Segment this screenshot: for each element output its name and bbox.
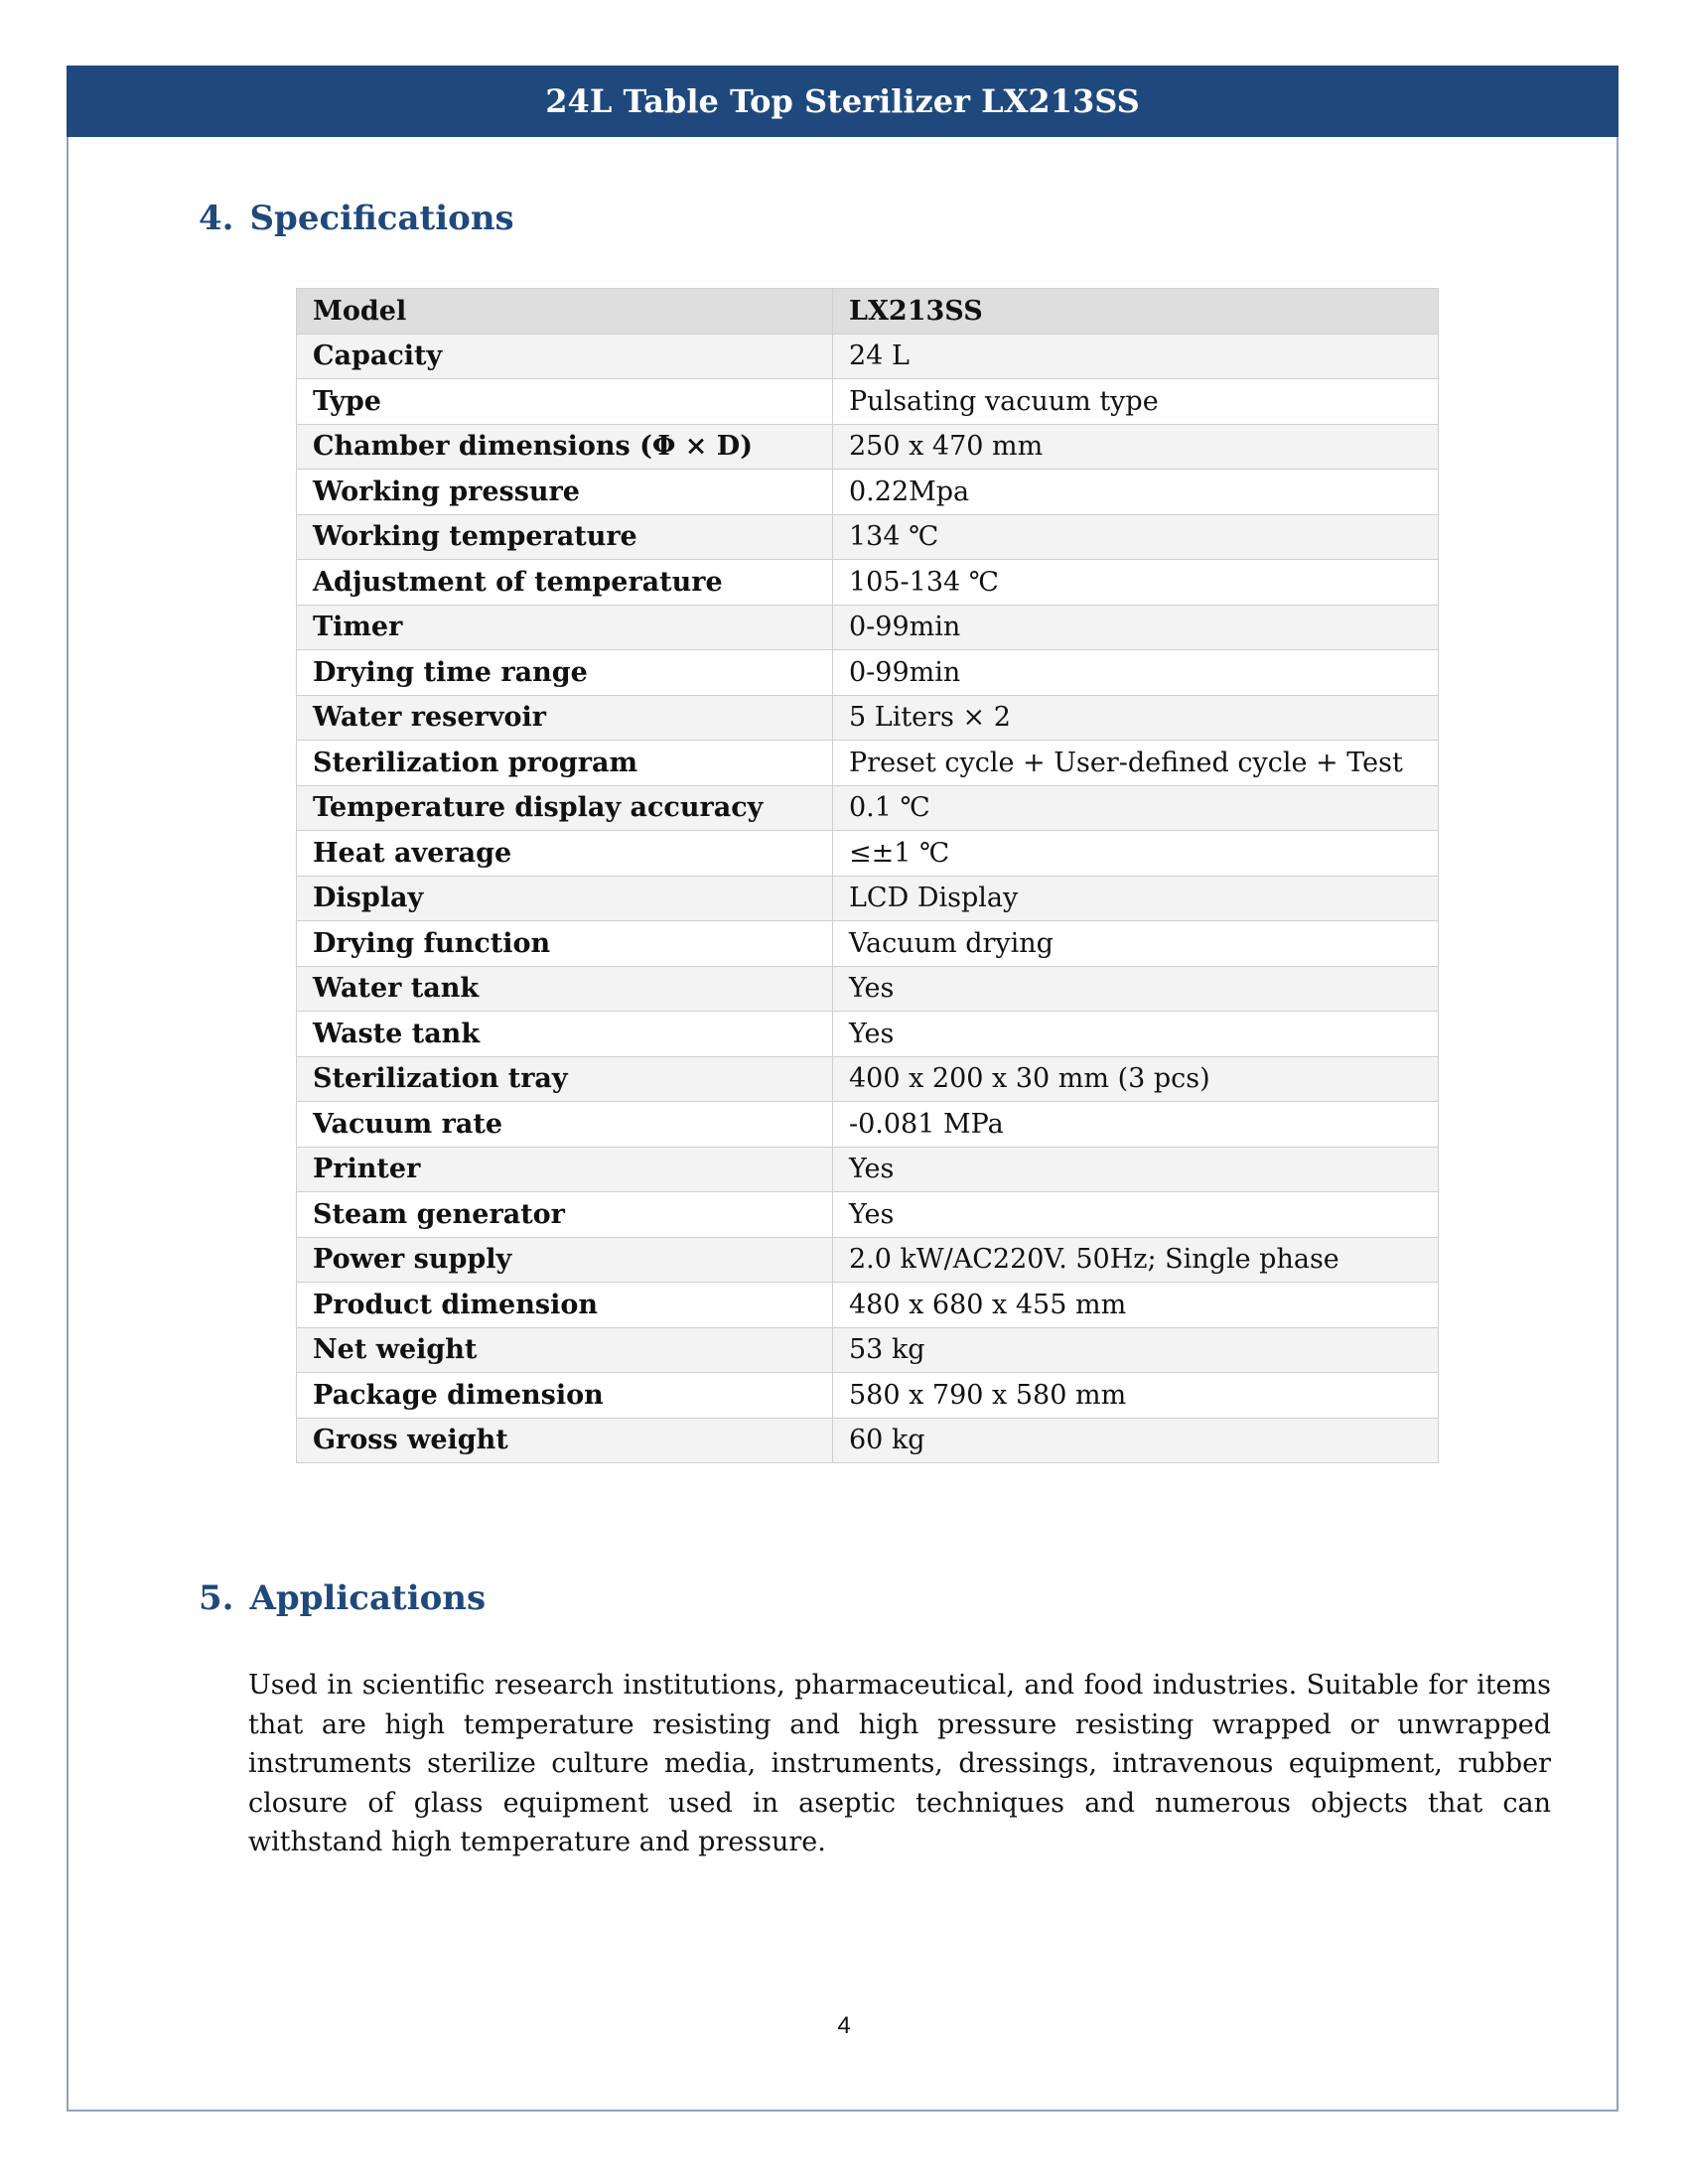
spec-value-cell: 250 x 470 mm <box>833 424 1439 470</box>
table-row <box>297 831 1439 877</box>
spec-label-cell: Steam generator <box>297 1192 833 1238</box>
spec-value-cell: 480 x 680 x 455 mm <box>833 1283 1439 1328</box>
spec-value-cell: Vacuum drying <box>833 921 1439 967</box>
table-row <box>297 1373 1439 1419</box>
table-row <box>297 921 1439 967</box>
spec-value-cell: 134 ℃ <box>833 514 1439 560</box>
table-row <box>297 514 1439 560</box>
table-row <box>297 1283 1439 1328</box>
table-row <box>297 966 1439 1012</box>
section-heading-specifications <box>199 199 514 238</box>
spec-value-cell: Yes <box>833 1192 1439 1238</box>
spec-value-cell: Yes <box>833 966 1439 1012</box>
table-row <box>297 1012 1439 1057</box>
spec-label-cell: Water tank <box>297 966 833 1012</box>
spec-value-cell: Pulsating vacuum type <box>833 379 1439 425</box>
spec-label-cell: Net weight <box>297 1327 833 1373</box>
spec-label-cell: Package dimension <box>297 1373 833 1419</box>
table-row <box>297 560 1439 606</box>
spec-label-cell: Power supply <box>297 1237 833 1283</box>
spec-value-cell: 105-134 ℃ <box>833 560 1439 606</box>
spec-value-cell: 0.22Mpa <box>833 470 1439 515</box>
spec-label-cell: Type <box>297 379 833 425</box>
spec-label-cell: Drying function <box>297 921 833 967</box>
spec-value-cell: Yes <box>833 1012 1439 1057</box>
spec-label-cell: Water reservoir <box>297 695 833 741</box>
spec-value-cell: 2.0 kW/AC220V. 50Hz; Single phase <box>833 1237 1439 1283</box>
spec-label-cell: Temperature display accuracy <box>297 785 833 831</box>
table-row <box>297 1327 1439 1373</box>
spec-value-cell: Yes <box>833 1147 1439 1192</box>
spec-value-cell: 24 L <box>833 334 1439 379</box>
table-header-row <box>297 289 1439 335</box>
table-row <box>297 1192 1439 1238</box>
table-row <box>297 379 1439 425</box>
section-heading-applications <box>199 1578 486 1618</box>
spec-label-cell: Product dimension <box>297 1283 833 1328</box>
document-title: 24L Table Top Sterilizer LX213SS <box>545 82 1140 120</box>
spec-value-cell: 580 x 790 x 580 mm <box>833 1373 1439 1419</box>
spec-label-cell: Timer <box>297 605 833 650</box>
applications-paragraph: Used in scientific research institutions, pharmaceutical, and food industries. Suitable for items that are high temperature resisting and high pressure resisting wrapped or unwrapped instruments sterilize culture media, instruments, dressings, intravenous equipment, rubber closure of glass equipment used in aseptic techniques and numerous objects that can withstand high temperature and pressure. <box>248 1670 1551 1857</box>
spec-label-cell: Adjustment of temperature <box>297 560 833 606</box>
table-row <box>297 695 1439 741</box>
table-row <box>297 334 1439 379</box>
section-title: Applications <box>249 1578 487 1618</box>
spec-value-cell: 400 x 200 x 30 mm (3 pcs) <box>833 1056 1439 1102</box>
spec-value-cell: 60 kg <box>833 1418 1439 1463</box>
spec-value-cell: -0.081 MPa <box>833 1102 1439 1148</box>
table-row <box>297 1102 1439 1148</box>
table-row <box>297 470 1439 515</box>
page-number: 4 <box>837 2012 851 2039</box>
spec-value-cell: 5 Liters × 2 <box>833 695 1439 741</box>
section-number: 5. <box>199 1578 234 1618</box>
spec-label-cell: Sterilization tray <box>297 1056 833 1102</box>
table-header-cell: LX213SS <box>833 289 1439 335</box>
table-row <box>297 876 1439 921</box>
spec-value-cell: LCD Display <box>833 876 1439 921</box>
table-row <box>297 785 1439 831</box>
specifications-table <box>296 288 1439 1463</box>
spec-label-cell: Drying time range <box>297 650 833 696</box>
spec-label-cell: Display <box>297 876 833 921</box>
table-row <box>297 741 1439 786</box>
spec-label-cell: Waste tank <box>297 1012 833 1057</box>
table-row <box>297 424 1439 470</box>
table-row <box>297 1418 1439 1463</box>
spec-value-cell: ≤±1 ℃ <box>833 831 1439 877</box>
table-row <box>297 1237 1439 1283</box>
spec-label-cell: Heat average <box>297 831 833 877</box>
document-title-banner <box>67 66 1618 137</box>
section-title: Specifications <box>249 199 514 238</box>
table-row <box>297 605 1439 650</box>
spec-label-cell: Gross weight <box>297 1418 833 1463</box>
spec-label-cell: Working temperature <box>297 514 833 560</box>
spec-value-cell: 53 kg <box>833 1327 1439 1373</box>
spec-value-cell: 0.1 ℃ <box>833 785 1439 831</box>
spec-label-cell: Working pressure <box>297 470 833 515</box>
spec-value-cell: 0-99min <box>833 650 1439 696</box>
table-row <box>297 650 1439 696</box>
spec-label-cell: Capacity <box>297 334 833 379</box>
section-number: 4. <box>199 199 234 238</box>
table-row <box>297 1056 1439 1102</box>
spec-label-cell: Sterilization program <box>297 741 833 786</box>
spec-label-cell: Vacuum rate <box>297 1102 833 1148</box>
spec-label-cell: Chamber dimensions (Φ × D) <box>297 424 833 470</box>
spec-value-cell: Preset cycle + User-defined cycle + Test <box>833 741 1439 786</box>
table-row <box>297 1147 1439 1192</box>
spec-value-cell: 0-99min <box>833 605 1439 650</box>
spec-label-cell: Printer <box>297 1147 833 1192</box>
table-header-cell: Model <box>297 289 833 335</box>
